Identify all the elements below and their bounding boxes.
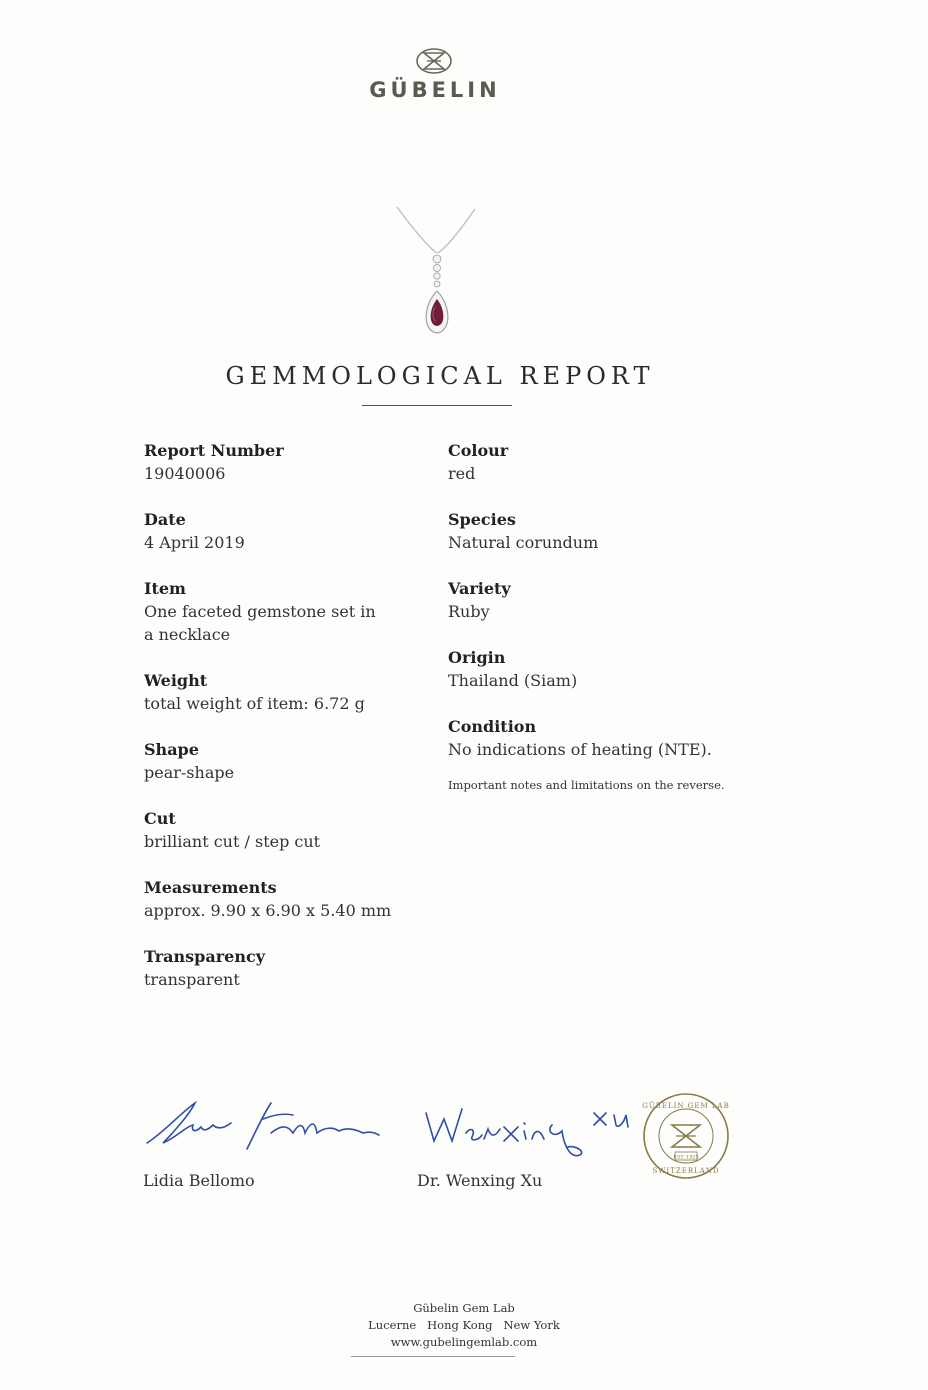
seal-bottom-text: SWITZERLAND bbox=[652, 1167, 720, 1175]
field-label: Condition bbox=[448, 717, 537, 736]
signature-bellomo-image bbox=[143, 1093, 383, 1153]
field-label: Colour bbox=[448, 441, 509, 460]
footer-divider bbox=[351, 1356, 515, 1357]
signer-name-1: Lidia Bellomo bbox=[143, 1171, 255, 1190]
signature-xu-image bbox=[420, 1095, 650, 1170]
field-label: Variety bbox=[448, 579, 511, 598]
field-transparency bbox=[144, 946, 444, 991]
field-measurements bbox=[144, 877, 444, 922]
footer bbox=[314, 1300, 614, 1351]
field-label: Report Number bbox=[144, 441, 284, 460]
field-weight bbox=[144, 670, 444, 715]
field-colour bbox=[448, 440, 748, 485]
field-condition bbox=[448, 716, 748, 761]
field-label: Transparency bbox=[144, 947, 266, 966]
field-value: Thailand (Siam) bbox=[448, 671, 578, 690]
field-value: 19040006 bbox=[144, 464, 226, 483]
report-title: GEMMOLOGICAL REPORT bbox=[225, 362, 655, 390]
footer-locations: Lucerne Hong Kong New York bbox=[368, 1318, 560, 1332]
field-label: Cut bbox=[144, 809, 176, 828]
field-origin bbox=[448, 647, 748, 692]
gubelin-logo-icon bbox=[414, 47, 454, 77]
field-label: Date bbox=[144, 510, 186, 529]
field-label: Species bbox=[448, 510, 516, 529]
field-value: Natural corundum bbox=[448, 533, 599, 552]
brand-name: GÜBELIN bbox=[369, 78, 501, 102]
gubelin-gem-lab-seal-icon bbox=[642, 1092, 730, 1180]
field-value: approx. 9.90 x 6.90 x 5.40 mm bbox=[144, 901, 392, 920]
ruby-necklace-image bbox=[395, 205, 480, 340]
field-value: transparent bbox=[144, 970, 240, 989]
field-shape bbox=[144, 739, 444, 784]
field-variety bbox=[448, 578, 748, 623]
field-value: No indications of heating (NTE). bbox=[448, 740, 712, 759]
field-report-number bbox=[144, 440, 444, 485]
left-field-column bbox=[144, 440, 444, 1015]
seal-top-text: GÜBELIN GEM LAB bbox=[642, 1102, 730, 1110]
field-species bbox=[448, 509, 748, 554]
field-value: red bbox=[448, 464, 476, 483]
right-field-column bbox=[448, 440, 748, 785]
field-value: One faceted gemstone set in a necklace bbox=[144, 602, 376, 644]
signer-name-2: Dr. Wenxing Xu bbox=[417, 1171, 543, 1190]
field-label: Measurements bbox=[144, 878, 277, 897]
field-label: Item bbox=[144, 579, 186, 598]
field-value: total weight of item: 6.72 g bbox=[144, 694, 365, 713]
field-item bbox=[144, 578, 444, 646]
seal-est-text: EST. 1923 bbox=[673, 1154, 699, 1161]
footer-website: www.gubelingemlab.com bbox=[390, 1335, 538, 1349]
field-value: pear-shape bbox=[144, 763, 235, 782]
field-value: 4 April 2019 bbox=[144, 533, 245, 552]
field-label: Origin bbox=[448, 648, 506, 667]
field-value: brilliant cut / step cut bbox=[144, 832, 321, 851]
field-cut bbox=[144, 808, 444, 853]
field-value: Ruby bbox=[448, 602, 490, 621]
title-divider bbox=[362, 405, 512, 406]
field-label: Weight bbox=[144, 671, 208, 690]
field-date bbox=[144, 509, 444, 554]
footer-lab-name: Gübelin Gem Lab bbox=[413, 1301, 515, 1315]
field-label: Shape bbox=[144, 740, 199, 759]
reverse-note: Important notes and limitations on the reverse. bbox=[448, 778, 725, 792]
